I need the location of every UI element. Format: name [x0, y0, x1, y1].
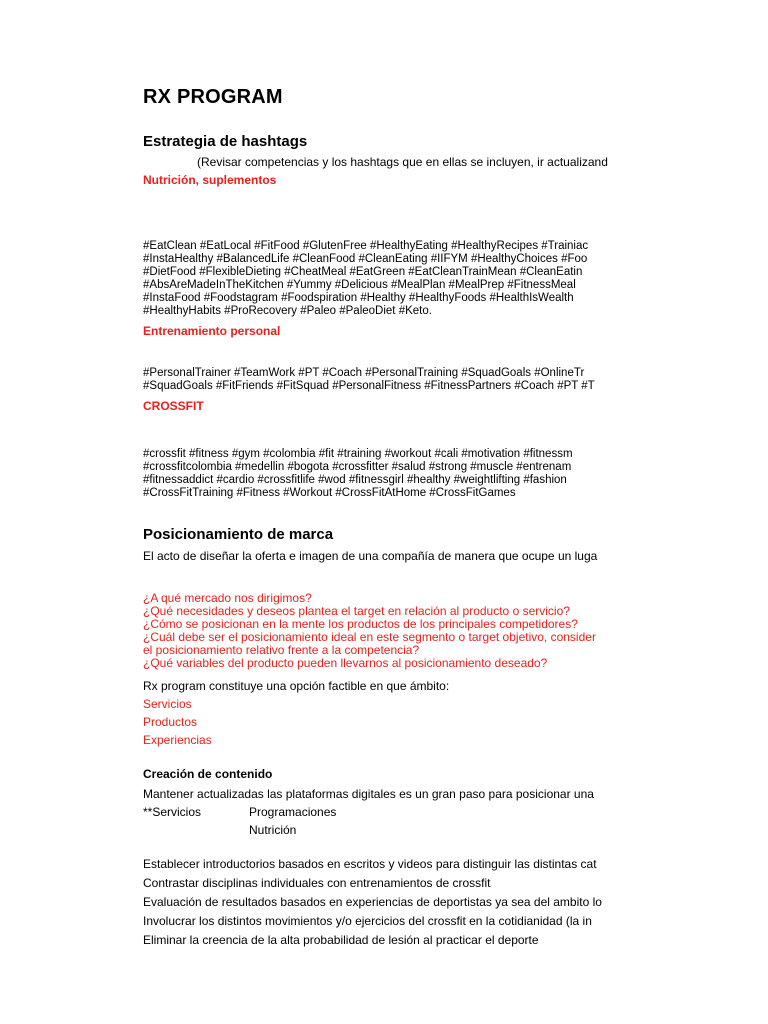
option-item-experiencias: Experiencias — [143, 733, 212, 747]
hashtag-block-nutrition — [143, 240, 633, 320]
content-intro: Mantener actualizadas las plataformas digitales es un gran paso para posicionar una — [143, 787, 594, 801]
hashtag-line: #crossfit #fitness #gym #colombia #fit #training #workout #cali #motivation #fitnessm — [143, 448, 573, 460]
hashtag-line: #AbsAreMadeInTheKitchen #Yummy #Delicious #MealPlan #MealPrep #FitnessMeal — [143, 279, 576, 291]
option-list — [143, 695, 633, 751]
action-item: Involucrar los distintos movimientos y/o ejercicios del crossfit en la cotidianidad (la in — [143, 914, 592, 928]
hashtag-line: #CrossFitTraining #Fitness #Workout #CrossFitAtHome #CrossFitGames — [143, 487, 516, 499]
hashtag-line: #DietFood #FlexibleDieting #CheatMeal #EatGreen #EatCleanTrainMean #CleanEatin — [143, 266, 583, 278]
hashtag-line: #fitnessaddict #cardio #crossfitlife #wod #fitnessgirl #healthy #weightlifting #fashion — [143, 474, 567, 486]
question-item: ¿Cómo se posicionan en la mente los productos de los principales competidores? — [143, 617, 578, 631]
hashtag-line: #EatClean #EatLocal #FitFood #GlutenFree #HealthyEating #HealthyRecipes #Trainiac — [143, 240, 589, 252]
hashtag-line: #InstaHealthy #BalancedLife #CleanFood #CleanEating #IIFYM #HealthyChoices #Foo — [143, 253, 588, 265]
hashtags-heading: Estrategia de hashtags — [143, 133, 308, 150]
section-label-crossfit: CROSSFIT — [143, 399, 204, 413]
hashtag-line: #HealthyHabits #ProRecovery #Paleo #PaleoDiet #Keto. — [143, 305, 432, 317]
content-actions — [143, 855, 633, 950]
hashtags-note-container — [143, 155, 633, 171]
services-label: **Servicios — [143, 805, 202, 819]
positioning-definition: El acto de diseñar la oferta e imagen de una compañía de manera que ocupe un luga — [143, 549, 598, 563]
hashtag-line: #crossfitcolombia #medellin #bogota #crossfitter #salud #strong #muscle #entrenam — [143, 461, 572, 473]
action-item: Contrastar disciplinas individuales con entrenamientos de crossfit — [143, 876, 491, 890]
section-label-personal-training: Entrenamiento personal — [143, 324, 281, 338]
question-item: ¿Qué necesidades y deseos plantea el target en relación al producto o servicio? — [143, 604, 570, 618]
service-item-programaciones: Programaciones — [249, 805, 337, 819]
page-title: RX PROGRAM — [143, 86, 283, 108]
section-label-nutrition: Nutrición, suplementos — [143, 173, 277, 187]
positioning-questions — [143, 592, 633, 674]
positioning-heading: Posicionamiento de marca — [143, 526, 334, 543]
question-item: ¿Qué variables del producto pueden llevarnos al posicionamiento deseado? — [143, 656, 548, 670]
hashtag-line: #PersonalTrainer #TeamWork #PT #Coach #PersonalTraining #SquadGoals #OnlineTr — [143, 367, 585, 379]
question-item: ¿A qué mercado nos dirigimos? — [143, 592, 312, 605]
action-item: Eliminar la creencia de la alta probabilidad de lesión al practicar el deporte — [143, 933, 539, 947]
option-item-productos: Productos — [143, 715, 198, 729]
hashtag-block-personal-training — [143, 367, 633, 395]
action-item: Establecer introductorios basados en escritos y videos para distinguir las distintas cat — [143, 857, 597, 871]
content-intro-container — [143, 785, 633, 803]
option-intro-container — [143, 677, 633, 695]
option-item-servicios: Servicios — [143, 697, 192, 711]
question-item: ¿Cuál debe ser el posicionamiento ideal en este segmento o target objetivo, consider — [143, 630, 596, 644]
hashtag-line: #SquadGoals #FitFriends #FitSquad #PersonalFitness #FitnessPartners #Coach #PT #T — [143, 380, 595, 392]
hashtag-block-crossfit — [143, 448, 633, 502]
positioning-definition-container — [143, 547, 633, 565]
option-intro: Rx program constituye una opción factible en que ámbito: — [143, 679, 450, 693]
action-item: Evaluación de resultados basados en experiencias de deportistas ya sea del ambito lo — [143, 895, 602, 909]
question-item: el posicionamiento relativo frente a la competencia? — [143, 643, 420, 657]
service-item-nutricion: Nutrición — [249, 823, 297, 837]
hashtag-line: #InstaFood #Foodstagram #Foodspiration #Healthy #HealthyFoods #HealthIsWealth — [143, 292, 574, 304]
hashtags-note: (Revisar competencias y los hashtags que en ellas se incluyen, ir actualizand — [197, 155, 608, 169]
content-heading: Creación de contenido — [143, 767, 273, 781]
